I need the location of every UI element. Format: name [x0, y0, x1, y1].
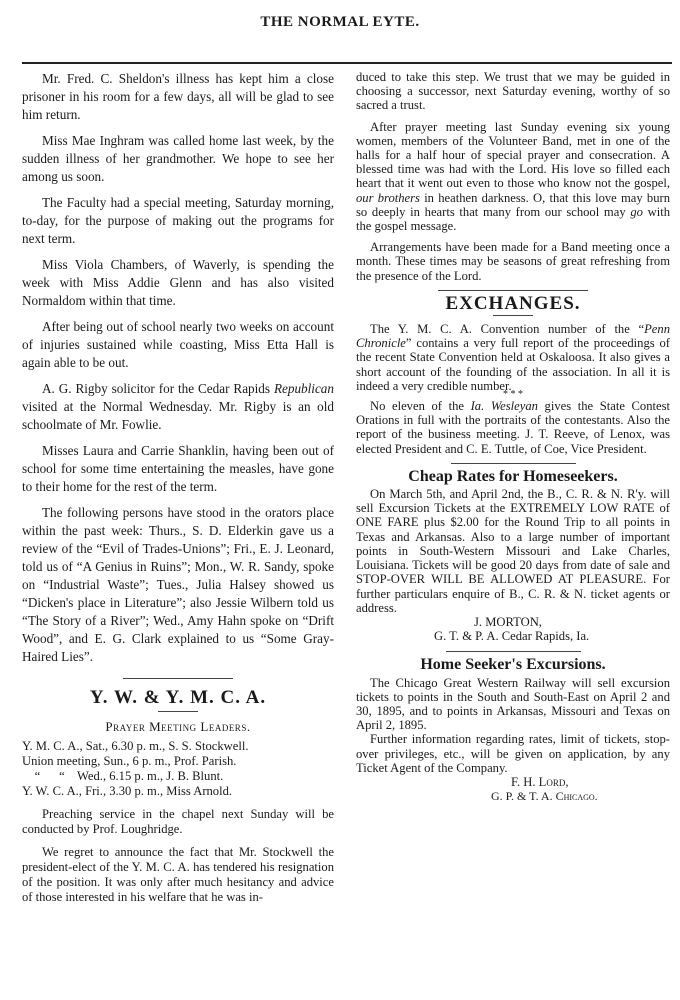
item-volunteer-band: After prayer meeting last Sunday evening six young women, members of the Volunteer Band, met in one of the halls for a half hour of special prayer and consecration. A blessed time was had with the Lord. His love so filled each heart that it went out even to those who know not the gospel, our brothers in heathen darkness. O, that this love may burn so deeply in hearts that many from our school may go with the gospel message.: [356, 119, 671, 234]
heading-rule: [493, 315, 533, 316]
section-divider: [446, 651, 581, 652]
item-sheldon: Mr. Fred. C. Sheldon's illness has kept him a close prisoner in his room for a few days, all will be glad to see him return.: [22, 71, 334, 122]
leader-entry: Union meeting, Sun., 6 p. m., Prof. Parish.: [22, 754, 237, 768]
section-divider: [438, 290, 588, 291]
masthead-title: THE NORMAL EYTE.: [260, 14, 420, 30]
cheap-rates-body: On March 5th, and April 2nd, the B., C. R. & N. R'y. will sell Excursion Tickets at the EXTREMELY LOW RATE of ONE FARE plus $2.00 for the Round Trip to all points in Texas and Arkansas. Also to a large number of important points in South-Western Missouri and Lake Charles, Louisiana. Tickets will be good 20 days from date of sale and STOP-OVER WILL BE ALLOWED AT PLEASURE. For further particulars enquire of B., C. R. & N. ticket agents or address.: [356, 487, 670, 615]
right-column: [356, 70, 670, 803]
header-rule: [22, 62, 672, 64]
exchange-penn-chronicle: The Y. M. C. A. Convention number of the “Penn Chronicle” contains a very full report of the proceedings of the recent State Convention held at Oskaloosa. It also gives a short account of the founding of the association. In all it is indeed a very credible number.: [356, 322, 670, 393]
item-band-meeting: Arrangements have been made for a Band meeting once a month. These times may be seasons of great refreshing from the presence of the Lord.: [356, 240, 670, 283]
leader-entry: Y. W. C. A., Fri., 3.30 p. m., Miss Arnold.: [22, 784, 233, 798]
prayer-leaders-heading: Prayer Meeting Leaders.: [105, 719, 251, 734]
section-divider: [123, 678, 233, 679]
left-column: [22, 70, 334, 913]
item-hall: After being out of school nearly two weeks on account of injuries sustained while coasting, Miss Etta Hall is again able to be out.: [22, 319, 334, 370]
home-seekers-heading: Home Seeker's Excursions.: [420, 656, 606, 674]
home-seekers-signature-name: F. H. Lord,: [511, 774, 569, 789]
item-shanklin: Misses Laura and Carrie Shanklin, having been out of school for some time entertaining the measles, have gone to their home for the rest of the term.: [22, 443, 334, 494]
item-preaching: Preaching service in the chapel next Sunday will be conducted by Prof. Loughridge.: [22, 807, 334, 836]
home-seekers-body: The Chicago Great Western Railway will sell excursion tickets to points in the South and South-East on April 2 and 30, 1895, and to points in Arkansas, Missouri and Texas on April 2, 1895.: [356, 675, 670, 733]
cheap-rates-signature-name: J. MORTON,: [474, 614, 542, 629]
section-divider: [451, 463, 576, 464]
item-continuation: duced to take this step. We trust that we may be guided in choosing a successor, next Saturday evening, worthy of so sacred a trust.: [356, 70, 670, 113]
home-seekers-signature-title: G. P. & T. A. Chicago.: [491, 789, 598, 804]
cheap-rates-heading: Cheap Rates for Homeseekers.: [408, 467, 618, 485]
leader-entry: “ “ Wed., 6.15 p. m., J. B. Blunt.: [22, 769, 224, 783]
item-stockwell: We regret to announce the fact that Mr. Stockwell the president-elect of the Y. M. C. A. has tendered his resignation of the position. It was only after much hesitancy and advice of those interested in his welfare that he was in-: [22, 845, 334, 904]
asterism-divider: * * *: [503, 389, 523, 401]
ywca-heading: Y. W. & Y. M. C. A.: [89, 687, 267, 708]
leaders-list: [22, 739, 334, 799]
home-seekers-info: Further information regarding rates, limit of tickets, stop-over privileges, etc., will be given on application, by any Ticket Agent of the Company.: [356, 732, 670, 775]
item-orators: The following persons have stood in the orators place within the past week: Thurs., S. D. Elderkin gave us a review of the “Evil of Trades-Unions”; Fri., E. J. Leonard, told us of “A Genius in Ruins”; Mon., W. R. Sandy, spoke on “Industrial Waste”; Tues., Julia Halsey showed us “Dicken's place in Literature”; also Jessie Wilbern told us “The Story of a River”; Wed., Amy Hahn spoke on “Drift Wood”, and E. G. Clark explained to us “Some Gray-Haired Lies”.: [22, 505, 334, 664]
exchange-wesleyan: No eleven of the Ia. Wesleyan gives the State Contest Orations in full with the portraits of the contestants. Also the report of the business meeting. J. T. Reeve, of Lenox, was elected President and C. E. Tuttle, of Coe, Vice President.: [356, 399, 671, 456]
item-inghram: Miss Mae Inghram was called home last week, by the sudden illness of her grandmother. We hope to see her among us soon.: [22, 133, 334, 184]
cheap-rates-signature-title: G. T. & P. A. Cedar Rapids, Ia.: [434, 629, 590, 644]
item-rigby: A. G. Rigby solicitor for the Cedar Rapids Republican visited at the Normal Wednesday. Mr. Rigby is an old schoolmate of Mr. Fowlie.: [22, 381, 334, 432]
heading-rule: [158, 711, 198, 712]
leader-entry: Y. M. C. A., Sat., 6.30 p. m., S. S. Stockwell.: [22, 739, 249, 753]
item-faculty: The Faculty had a special meeting, Saturday morning, to-day, for the purpose of making out the programs for next term.: [22, 195, 334, 246]
item-chambers: Miss Viola Chambers, of Waverly, is spending the week with Miss Addie Glenn and has also visited Normaldom within that time.: [22, 257, 334, 308]
exchanges-heading: EXCHANGES.: [445, 292, 581, 314]
